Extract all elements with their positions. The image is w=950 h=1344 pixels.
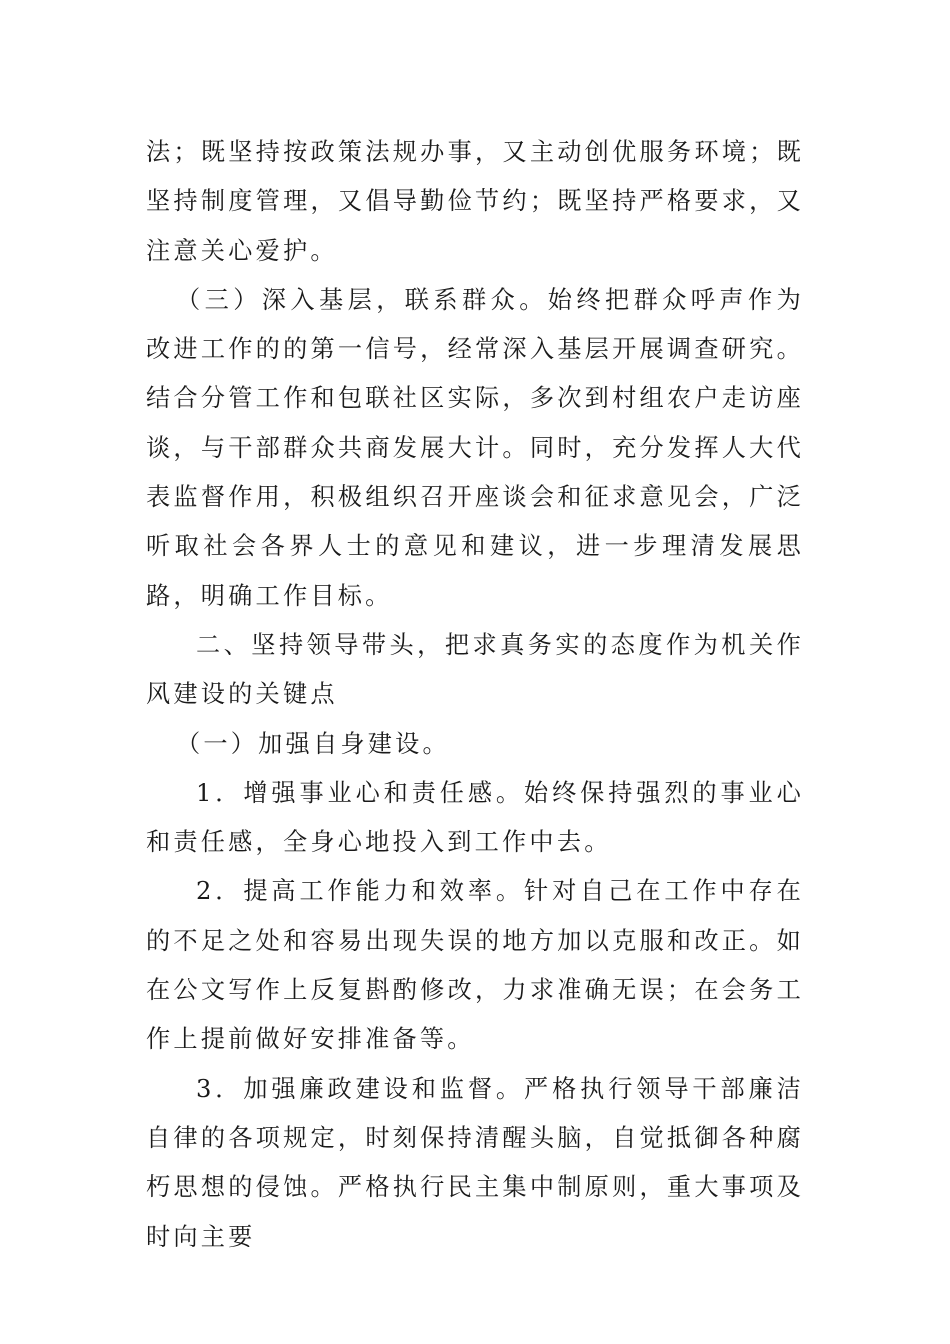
paragraph-continuation: 法；既坚持按政策法规办事，又主动创优服务环境；既坚持制度管理，又倡导勤俭节约；既坚持严格要求，又注意关心爱护。 bbox=[146, 138, 804, 265]
paragraph-subheading-1: （一）加强自身建设。 bbox=[176, 729, 450, 758]
paragraph-item-1: 1．增强事业心和责任感。始终保持强烈的事业心和责任感，全身心地投入到工作中去。 bbox=[146, 778, 804, 857]
paragraph-heading-2: 二、坚持领导带头，把求真务实的态度作为机关作风建设的关键点 bbox=[146, 630, 804, 709]
document-page bbox=[146, 128, 804, 1262]
paragraph-item-2: 2．提高工作能力和效率。针对自己在工作中存在的不足之处和容易出现失误的地方加以克服和改正。如在公文写作上反复斟酌修改，力求准确无误；在会务工作上提前做好安排准备等。 bbox=[146, 877, 804, 1054]
paragraph-section-3: （三）深入基层，联系群众。始终把群众呼声作为改进工作的的第一信号，经常深入基层开展调查研究。结合分管工作和包联社区实际，多次到村组农户走访座谈，与干部群众共商发展大计。同时，充分发挥人大代表监督作用，积极组织召开座谈会和征求意见会，广泛听取社会各界人士的意见和建议，进一步理清发展思路，明确工作目标。 bbox=[146, 285, 804, 610]
paragraph-item-3: 3．加强廉政建设和监督。严格执行领导干部廉洁自律的各项规定，时刻保持清醒头脑，自觉抵御各种腐朽思想的侵蚀。严格执行民主集中制原则，重大事项及时向主要 bbox=[146, 1074, 804, 1251]
